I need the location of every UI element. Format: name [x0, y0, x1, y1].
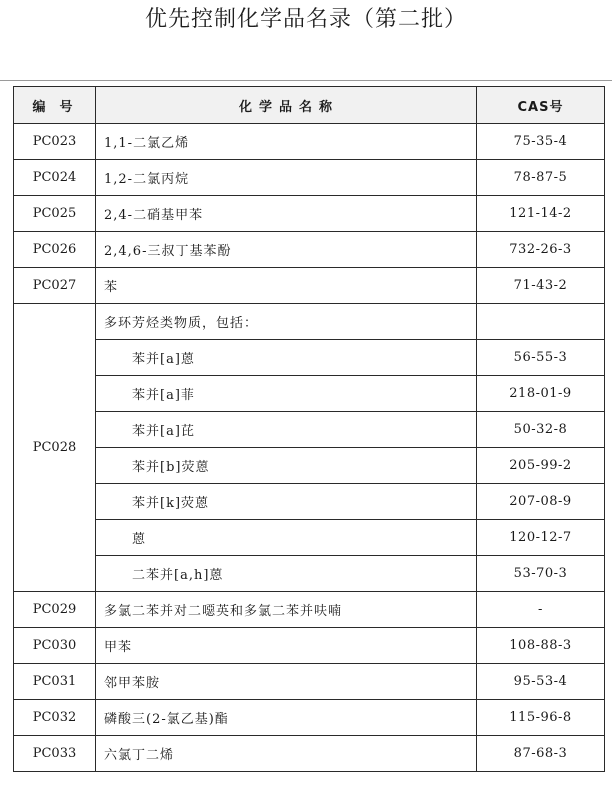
row-id: PC032	[14, 700, 96, 736]
group-item-name: 苯并[a]蒽	[96, 340, 477, 376]
header-cas: CAS号	[477, 87, 605, 124]
table-row	[14, 592, 605, 628]
row-name: 苯	[96, 268, 477, 304]
table-row	[14, 160, 605, 196]
row-id: PC031	[14, 664, 96, 700]
group-item-row	[14, 448, 605, 484]
group-item-name: 苯并[b]荧蒽	[96, 448, 477, 484]
group-item-cas: 53-70-3	[477, 556, 605, 592]
row-name: 六氯丁二烯	[96, 736, 477, 772]
row-id: PC027	[14, 268, 96, 304]
table-row	[14, 268, 605, 304]
table-header-row	[14, 87, 605, 124]
row-cas: 732-26-3	[477, 232, 605, 268]
group-item-row	[14, 340, 605, 376]
row-id: PC024	[14, 160, 96, 196]
row-cas: 121-14-2	[477, 196, 605, 232]
row-cas: 115-96-8	[477, 700, 605, 736]
group-item-name: 苯并[a]芘	[96, 412, 477, 448]
group-item-cas: 56-55-3	[477, 340, 605, 376]
row-id: PC023	[14, 124, 96, 160]
page-title: 优先控制化学品名录（第二批）	[144, 7, 467, 32]
group-item-cas: 205-99-2	[477, 448, 605, 484]
table-row	[14, 700, 605, 736]
row-cas: -	[477, 592, 605, 628]
group-cas	[477, 304, 605, 340]
table-row	[14, 196, 605, 232]
row-name: 2,4,6-三叔丁基苯酚	[96, 232, 477, 268]
row-cas: 75-35-4	[477, 124, 605, 160]
header-id: 编号	[14, 87, 96, 124]
row-id: PC030	[14, 628, 96, 664]
header-name: 化学品名称	[96, 87, 477, 124]
table-row	[14, 232, 605, 268]
group-item-name: 二苯并[a,h]蒽	[96, 556, 477, 592]
row-cas: 78-87-5	[477, 160, 605, 196]
group-item-row	[14, 484, 605, 520]
table-row	[14, 628, 605, 664]
row-id: PC026	[14, 232, 96, 268]
row-cas: 87-68-3	[477, 736, 605, 772]
group-item-cas: 218-01-9	[477, 376, 605, 412]
table-row	[14, 664, 605, 700]
group-item-name: 苯并[k]荧蒽	[96, 484, 477, 520]
group-item-row	[14, 520, 605, 556]
group-item-name: 苯并[a]菲	[96, 376, 477, 412]
group-item-row	[14, 376, 605, 412]
row-id: PC025	[14, 196, 96, 232]
row-id: PC029	[14, 592, 96, 628]
row-name: 邻甲苯胺	[96, 664, 477, 700]
table-row	[14, 736, 605, 772]
group-item-name: 蒽	[96, 520, 477, 556]
row-name: 2,4-二硝基甲苯	[96, 196, 477, 232]
row-cas: 95-53-4	[477, 664, 605, 700]
row-name: 磷酸三(2-氯乙基)酯	[96, 700, 477, 736]
group-item-cas: 207-08-9	[477, 484, 605, 520]
group-id: PC028	[14, 304, 96, 592]
group-item-cas: 50-32-8	[477, 412, 605, 448]
title-divider	[0, 80, 612, 81]
group-row	[14, 304, 605, 340]
row-cas: 108-88-3	[477, 628, 605, 664]
row-name: 多氯二苯并对二噁英和多氯二苯并呋喃	[96, 592, 477, 628]
group-name: 多环芳烃类物质，包括：	[96, 304, 477, 340]
row-id: PC033	[14, 736, 96, 772]
group-item-row	[14, 412, 605, 448]
group-item-row	[14, 556, 605, 592]
row-name: 1,2-二氯丙烷	[96, 160, 477, 196]
row-name: 1,1-二氯乙烯	[96, 124, 477, 160]
row-name: 甲苯	[96, 628, 477, 664]
chemical-list-table	[13, 86, 605, 772]
table-row	[14, 124, 605, 160]
group-item-cas: 120-12-7	[477, 520, 605, 556]
row-cas: 71-43-2	[477, 268, 605, 304]
